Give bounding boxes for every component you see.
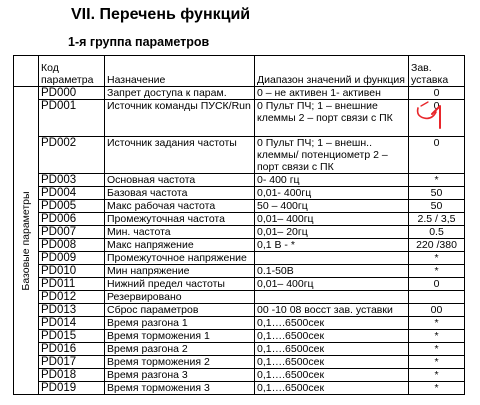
table-row bbox=[14, 278, 465, 291]
param-code: PD017 bbox=[39, 356, 105, 369]
table-row bbox=[14, 200, 465, 213]
param-code: PD016 bbox=[39, 343, 105, 356]
param-default: * bbox=[409, 330, 465, 343]
param-name: Время разгона 2 bbox=[105, 343, 255, 356]
param-default: 2.5 / 3,5 bbox=[409, 213, 465, 226]
param-name: Запрет доступа к парам. bbox=[105, 87, 255, 100]
param-name: Нижний предел частоты bbox=[105, 278, 255, 291]
param-code: PD018 bbox=[39, 369, 105, 382]
table-row bbox=[14, 100, 465, 137]
table-row bbox=[14, 382, 465, 395]
table-row bbox=[14, 213, 465, 226]
param-code: PD011 bbox=[39, 278, 105, 291]
header-name: Назначение bbox=[105, 56, 255, 87]
param-range: 0,1….6500сек bbox=[255, 317, 409, 330]
param-code: PD014 bbox=[39, 317, 105, 330]
param-range: 0,1….6500сек bbox=[255, 330, 409, 343]
table-row bbox=[14, 137, 465, 174]
table-row bbox=[14, 187, 465, 200]
param-name: Время торможения 2 bbox=[105, 356, 255, 369]
param-range: 0,01– 20гц bbox=[255, 226, 409, 239]
param-range: 50 – 400гц bbox=[255, 200, 409, 213]
section-subtitle: 1-я группа параметров bbox=[68, 35, 210, 49]
param-default: 220 /380 bbox=[409, 239, 465, 252]
param-name: Время торможения 1 bbox=[105, 330, 255, 343]
param-default: 50 bbox=[409, 200, 465, 213]
param-name: Промежуточная частота bbox=[105, 213, 255, 226]
param-default: * bbox=[409, 174, 465, 187]
param-range: 0,01– 400гц bbox=[255, 213, 409, 226]
param-name: Сброс параметров bbox=[105, 304, 255, 317]
param-code: PD009 bbox=[39, 252, 105, 265]
param-range: 00 -10 08 восст зав. уставки bbox=[255, 304, 409, 317]
param-code: PD019 bbox=[39, 382, 105, 395]
param-default: * bbox=[409, 317, 465, 330]
param-name: Время разгона 3 bbox=[105, 369, 255, 382]
table-row bbox=[14, 317, 465, 330]
table-row bbox=[14, 174, 465, 187]
param-range: 0.1-50В bbox=[255, 265, 409, 278]
param-range: 0,1….6500сек bbox=[255, 343, 409, 356]
side-group-label: Базовые параметры bbox=[20, 190, 32, 291]
param-code: PD007 bbox=[39, 226, 105, 239]
param-range: 0,1 В - * bbox=[255, 239, 409, 252]
table-row bbox=[14, 356, 465, 369]
param-default: * bbox=[409, 369, 465, 382]
table-body bbox=[14, 87, 465, 395]
table-row bbox=[14, 87, 465, 100]
param-code: PD002 bbox=[39, 137, 105, 174]
param-name: Источник команды ПУСК/Run bbox=[105, 100, 255, 137]
param-code: PD015 bbox=[39, 330, 105, 343]
param-code: PD012 bbox=[39, 291, 105, 304]
param-default: 0 bbox=[409, 87, 465, 100]
table-row bbox=[14, 369, 465, 382]
header-code: Код параметра bbox=[39, 56, 105, 87]
side-group-cell bbox=[14, 87, 39, 395]
param-name: Основная частота bbox=[105, 174, 255, 187]
param-name: Время торможения 3 bbox=[105, 382, 255, 395]
param-name: Источник задания частоты bbox=[105, 137, 255, 174]
table-row bbox=[14, 252, 465, 265]
param-default: 00 bbox=[409, 304, 465, 317]
param-default: 50 bbox=[409, 187, 465, 200]
param-range: 0,01- 400гц bbox=[255, 187, 409, 200]
param-default: * bbox=[409, 252, 465, 265]
param-code: PD001 bbox=[39, 100, 105, 137]
param-range bbox=[255, 291, 409, 304]
param-range: 0,01– 400гц bbox=[255, 278, 409, 291]
param-code: PD008 bbox=[39, 239, 105, 252]
param-default: * bbox=[409, 265, 465, 278]
param-range: 0,1….6500сек bbox=[255, 382, 409, 395]
param-default: * bbox=[409, 382, 465, 395]
param-default: * bbox=[409, 356, 465, 369]
param-name: Резервировано bbox=[105, 291, 255, 304]
param-default: 0 bbox=[409, 278, 465, 291]
header-default: Зав. уставка bbox=[409, 56, 465, 87]
table-row bbox=[14, 330, 465, 343]
param-range: 0 Пульт ПЧ; 1 – внешн.. клеммы/ потенциометр 2 – порт связи с ПК bbox=[255, 137, 409, 174]
table-row bbox=[14, 239, 465, 252]
param-code: PD005 bbox=[39, 200, 105, 213]
parameters-table bbox=[13, 55, 465, 395]
param-name: Базовая частота bbox=[105, 187, 255, 200]
param-range: 0 Пульт ПЧ; 1 – внешние клеммы 2 – порт связи с ПК bbox=[255, 100, 409, 137]
param-code: PD010 bbox=[39, 265, 105, 278]
param-name: Мин напряжение bbox=[105, 265, 255, 278]
table-header-row bbox=[14, 56, 465, 87]
param-range: 0,1….6500сек bbox=[255, 356, 409, 369]
param-code: PD013 bbox=[39, 304, 105, 317]
param-default: 0 bbox=[409, 137, 465, 174]
param-code: PD003 bbox=[39, 174, 105, 187]
param-default bbox=[409, 291, 465, 304]
table-row bbox=[14, 343, 465, 356]
param-default: * bbox=[409, 343, 465, 356]
param-code: PD000 bbox=[39, 87, 105, 100]
param-range bbox=[255, 252, 409, 265]
side-header-cell bbox=[14, 56, 39, 87]
header-range: Диапазон значений и функция bbox=[255, 56, 409, 87]
param-name: Макс рабочая частота bbox=[105, 200, 255, 213]
table-row bbox=[14, 291, 465, 304]
param-name: Промежуточное напряжение bbox=[105, 252, 255, 265]
param-range: 0 – не активен 1- активен bbox=[255, 87, 409, 100]
page-title: VII. Перечень функций bbox=[71, 6, 251, 23]
param-code: PD006 bbox=[39, 213, 105, 226]
param-name: Время разгона 1 bbox=[105, 317, 255, 330]
table-row bbox=[14, 226, 465, 239]
param-default: 0 bbox=[409, 100, 465, 137]
table-row bbox=[14, 304, 465, 317]
table-row bbox=[14, 265, 465, 278]
param-range: 0- 400 гц bbox=[255, 174, 409, 187]
param-name: Макс напряжение bbox=[105, 239, 255, 252]
param-range: 0,1….6500сек bbox=[255, 369, 409, 382]
param-code: PD004 bbox=[39, 187, 105, 200]
param-name: Мин. частота bbox=[105, 226, 255, 239]
param-default: 0.5 bbox=[409, 226, 465, 239]
